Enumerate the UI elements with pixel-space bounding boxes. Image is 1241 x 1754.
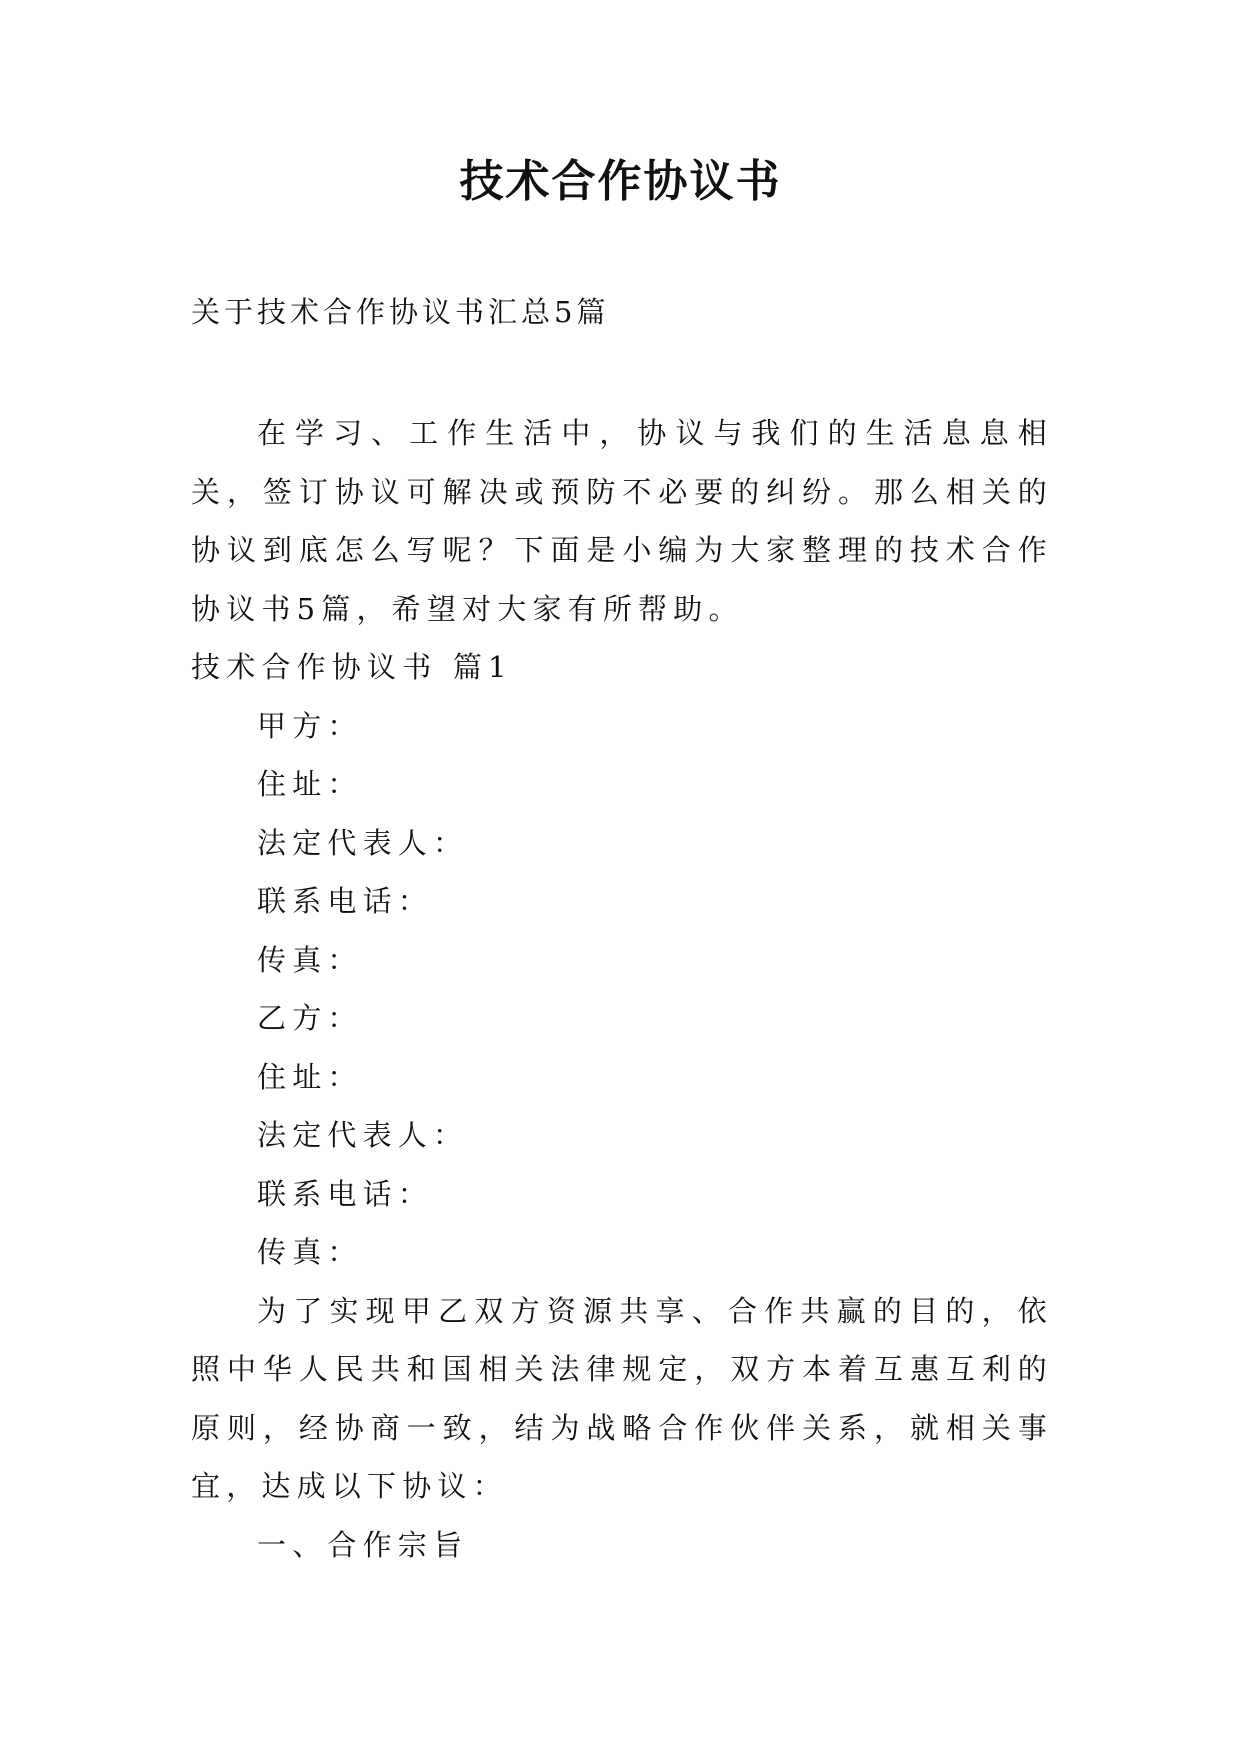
document-subtitle: 关于技术合作协议书汇总5篇 bbox=[191, 295, 610, 329]
document-title: 技术合作协议书 bbox=[459, 156, 782, 207]
preamble-paragraph: 为了实现甲乙双方资源共享、合作共赢的目的，依照中华人民共和国相关法律规定，双方本着互惠互利的原则，经协商一致，结为战略合作伙伴关系，就相关事宜，达成以下协议： bbox=[191, 1293, 1053, 1503]
party-a-address-field: 住址： bbox=[257, 767, 363, 801]
party-a-fax-field: 传真： bbox=[257, 942, 363, 977]
section-heading: 技术合作协议书 篇1 bbox=[191, 650, 513, 684]
party-b-representative-field: 法定代表人： bbox=[257, 1118, 469, 1152]
intro-paragraph: 在学习、工作生活中，协议与我们的生活息息相关，签订协议可解决或预防不必要的纠纷。那么相关的协议到底怎么写呢？下面是小编为大家整理的技术合作协议书5篇，希望对大家有所帮助。 bbox=[191, 416, 1053, 626]
party-b-fax-field: 传真： bbox=[257, 1235, 363, 1269]
party-b-address-field: 住址： bbox=[257, 1059, 363, 1094]
party-b-name-field: 乙方： bbox=[257, 1001, 363, 1035]
document-body bbox=[191, 404, 1053, 1574]
party-a-name-field: 甲方： bbox=[257, 708, 363, 743]
party-b-phone-field: 联系电话： bbox=[257, 1176, 434, 1211]
party-a-representative-field: 法定代表人： bbox=[257, 825, 469, 860]
clause-1-heading: 一、合作宗旨 bbox=[257, 1527, 469, 1562]
party-a-phone-field: 联系电话： bbox=[257, 884, 434, 918]
